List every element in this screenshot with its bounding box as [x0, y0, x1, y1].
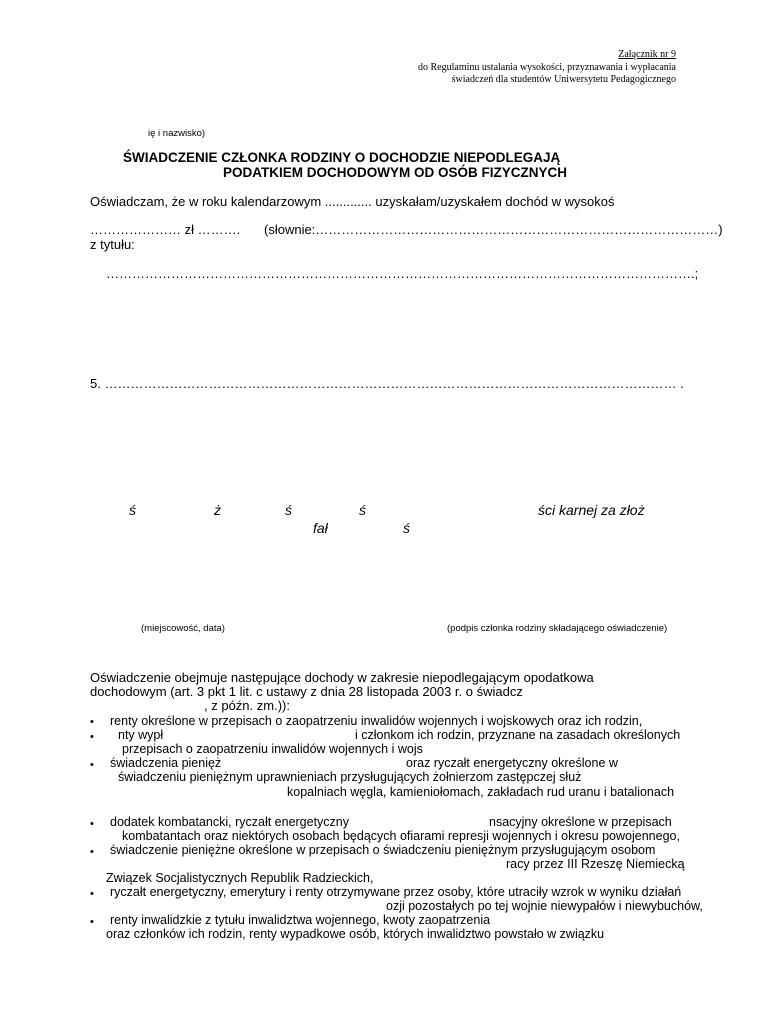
- list-item: ozji pozostałych po tej wojnie niewypałów i niewybuchów,: [386, 899, 703, 913]
- list-item: kombatantach oraz niektórych osobach będących ofiarami represji wojennych i okresu powojennego,: [122, 829, 680, 843]
- list-item: racy przez III Rzeszę Niemiecką: [506, 857, 685, 871]
- amount-in-words-field[interactable]: (słownie:…………………………………………………………………………………): [264, 222, 723, 237]
- regulation-reference-2: świadczeń dla studentów Uniwersytetu Pedagogicznego: [451, 74, 676, 85]
- list-item: i członkom ich rodzin, przyznane na zasadach określonych: [355, 728, 681, 742]
- document-title-line2: PODATKIEM DOCHODOWYM OD OSÓB FIZYCZNYCH: [223, 165, 567, 180]
- place-date-label: (miejscowość, data): [141, 623, 225, 634]
- list-item: ryczałt energetyczny, emerytury i renty otrzymywane przez osoby, które utraciły wzrok w wyniku działań: [110, 885, 682, 899]
- bullet-icon: •: [90, 846, 94, 858]
- info-line-2: dochodowym (art. 3 pkt 1 lit. c ustawy z dnia 28 listopada 2003 r. o świadcz: [90, 684, 523, 699]
- bullet-icon: •: [90, 818, 94, 830]
- list-item: przepisach o zaopatrzeniu inwalidów wojennych i wojs: [122, 742, 423, 756]
- info-line-3: , z późn. zm.)):: [204, 698, 290, 713]
- warning-fragment: ś: [285, 502, 292, 518]
- signature-label: (podpis członka rodziny składającego oświadczenie): [447, 623, 668, 634]
- list-item: renty inwalidzkie z tytułu inwalidztwa wojennego, kwoty zaopatrzenia: [110, 913, 491, 927]
- list-item: kopalniach węgla, kamieniołomach, zakładach rud uranu i batalionach: [287, 785, 675, 799]
- list-item: Związek Socjalistycznych Republik Radzieckich,: [106, 871, 374, 885]
- declaration-line: Oświadczam, że w roku kalendarzowym ............. uzyskałam/uzyskałem dochód w wysokoś: [90, 194, 615, 209]
- list-item: nsacyjny określone w przepisach: [489, 815, 672, 829]
- warning-fragment: ś: [129, 502, 136, 518]
- info-line-1: Oświadczenie obejmuje następujące dochody w zakresie niepodlegającym opodatkowa: [90, 670, 594, 685]
- warning-fragment: ż: [214, 502, 221, 518]
- bullet-icon: •: [90, 759, 94, 771]
- bullet-icon: •: [90, 716, 94, 728]
- bullet-icon: •: [90, 888, 94, 900]
- bullet-icon: •: [90, 731, 94, 743]
- warning-fragment: ś: [403, 520, 410, 536]
- income-source-line-1[interactable]: ……………………………………………………………………………………………………………………….;: [106, 266, 699, 281]
- warning-fragment: ś: [359, 502, 366, 518]
- list-item: dodatek kombatancki, ryczałt energetyczny: [110, 815, 350, 829]
- warning-fragment: ści karnej za złoż: [538, 502, 645, 518]
- income-source-line-5[interactable]: 5. …………………………………………………………………………………………………………………… .: [90, 376, 684, 391]
- list-item: renty określone w przepisach o zaopatrzeniu inwalidów wojennych i wojskowych oraz ich rodzin,: [110, 714, 643, 728]
- income-source-label: z tytułu:: [90, 237, 135, 252]
- amount-field[interactable]: ………………… zł ……….: [90, 222, 241, 237]
- list-item: świadczenia pienięż: [110, 756, 222, 770]
- bullet-icon: •: [90, 916, 94, 928]
- warning-fragment: fał: [313, 520, 328, 536]
- name-field-label: ię i nazwisko): [148, 128, 206, 139]
- regulation-reference: do Regulaminu ustalania wysokości, przyznawania i wypłacania: [418, 62, 676, 73]
- list-item: świadczenie pieniężne określone w przepisach o świadczeniu pieniężnym przysługującym osobom: [110, 843, 656, 857]
- document-title-line1: ŚWIADCZENIE CZŁONKA RODZINY O DOCHODZIE NIEPODLEGAJĄ: [123, 150, 561, 165]
- list-item: nty wypł: [118, 728, 164, 742]
- list-item: oraz ryczałt energetyczny określone w: [406, 756, 618, 770]
- list-item: świadczeniu pieniężnym uprawnieniach przysługujących żołnierzom zastępczej służ: [118, 770, 582, 784]
- list-item: oraz członków ich rodzin, renty wypadkowe osób, których inwalidztwo powstało w związku: [106, 927, 605, 941]
- attachment-number: Załącznik nr 9: [618, 49, 676, 60]
